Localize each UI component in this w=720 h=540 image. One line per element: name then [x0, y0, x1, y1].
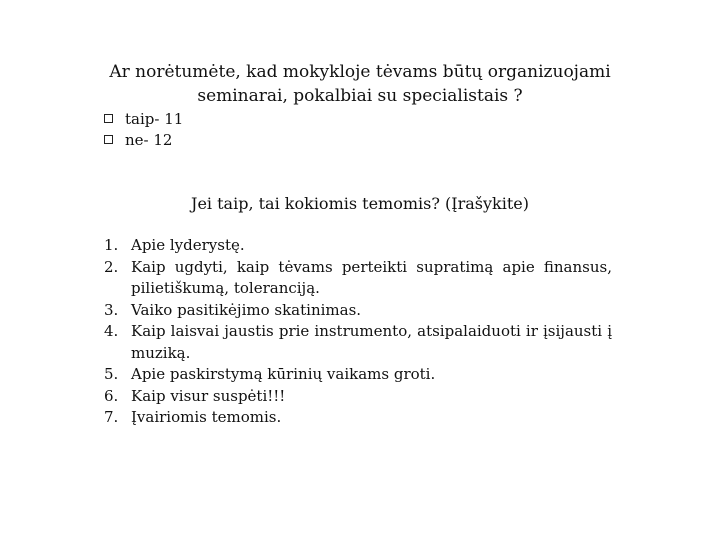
list-text: Kaip laisvai jaustis prie instrumento, atsipalaiduoti ir įsijausti į muziką.: [131, 322, 612, 362]
list-number: 3.: [104, 300, 119, 319]
list-text: Apie lyderystę.: [131, 236, 245, 254]
topics-list: [104, 235, 612, 429]
list-text: Kaip ugdyti, kaip tėvams perteikti supratimą apie finansus, pilietiškumą, toleranciją.: [131, 257, 612, 297]
list-text: Įvairiomis temomis.: [131, 408, 282, 426]
list-text: Apie paskirstymą kūrinių vaikams groti.: [131, 365, 436, 383]
answer-option-yes: [104, 108, 183, 129]
answer-label: ne- 12: [125, 130, 173, 149]
answer-options: [104, 108, 183, 150]
list-item: [104, 235, 612, 257]
list-number: 4.: [104, 322, 119, 340]
followup-question: Jei taip, tai kokiomis temomis? (Įrašykite): [191, 194, 529, 213]
list-item: [104, 300, 612, 322]
list-text: Vaiko pasitikėjimo skatinimas.: [131, 300, 362, 319]
list-number: 7.: [104, 408, 119, 426]
list-item: [104, 407, 612, 429]
list-item: [104, 386, 612, 408]
list-number: 5.: [104, 365, 119, 383]
answer-option-no: [104, 129, 183, 150]
list-item: [104, 257, 612, 300]
list-item: [104, 321, 612, 364]
list-text: Kaip visur suspėti!!!: [131, 386, 286, 405]
list-number: 1.: [104, 236, 119, 254]
answer-label: taip- 11: [125, 109, 184, 128]
question-line-1: Ar norėtumėte, kad mokykloje tėvams būtų organizuojami: [109, 62, 611, 82]
list-number: 6.: [104, 386, 119, 405]
checkbox-icon: [104, 135, 113, 144]
checkbox-icon: [104, 114, 113, 123]
survey-question: [100, 60, 620, 108]
question-line-2: seminarai, pokalbiai su specialistais ?: [197, 86, 523, 106]
list-item: [104, 364, 612, 386]
list-number: 2.: [104, 257, 119, 276]
